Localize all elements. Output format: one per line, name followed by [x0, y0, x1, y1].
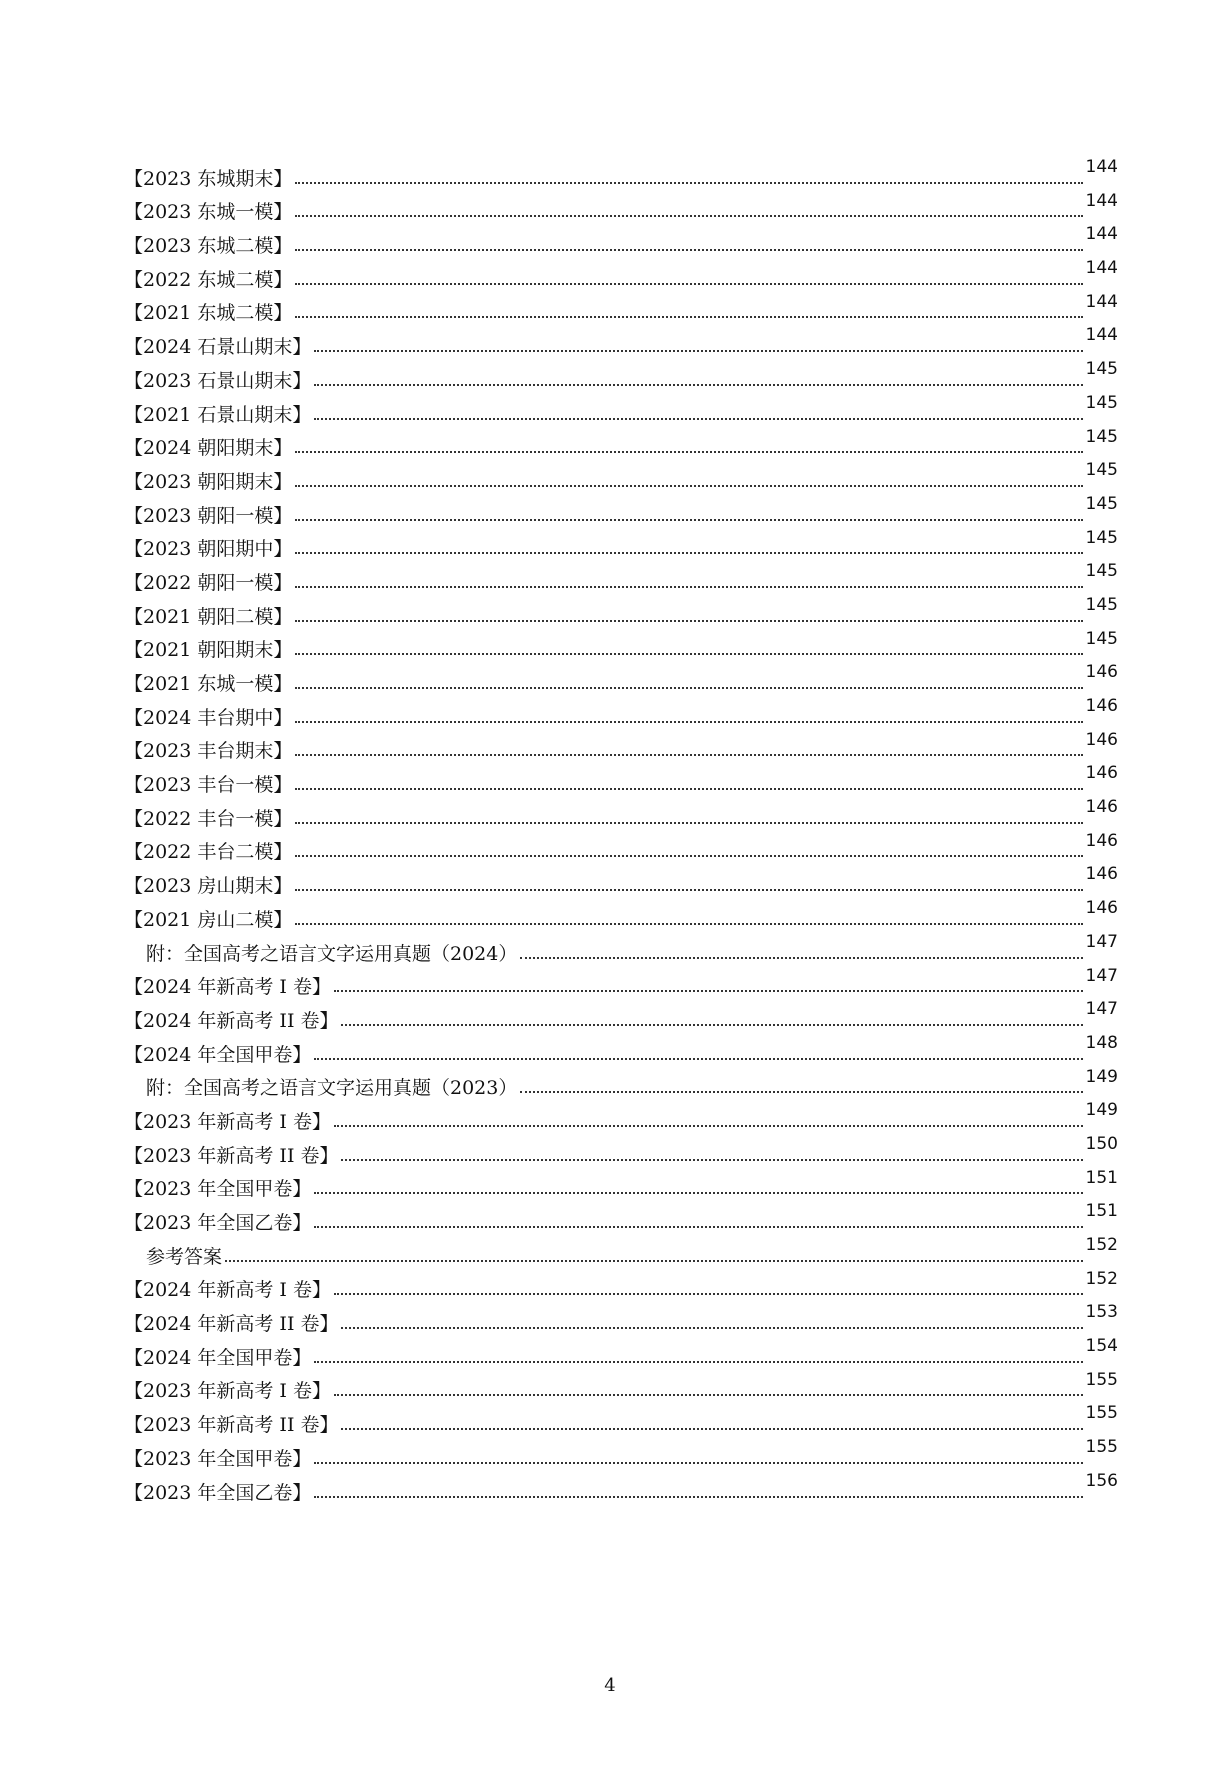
toc-entry-page-number: 155 — [1085, 1437, 1118, 1458]
toc-entry-page-number: 146 — [1085, 864, 1118, 885]
dot-leader — [341, 1327, 1082, 1329]
toc-entry-title: 【2024 石景山期末】 — [124, 336, 312, 359]
toc-entry-title: 【2021 东城二模】 — [124, 302, 293, 325]
dot-leader — [295, 653, 1082, 655]
dot-leader — [295, 923, 1082, 925]
toc-entry-page-number: 153 — [1085, 1302, 1118, 1323]
dot-leader — [295, 754, 1082, 756]
dot-leader — [295, 620, 1082, 622]
toc-entry[interactable] — [124, 1201, 1118, 1235]
toc-entry-page-number: 146 — [1085, 763, 1118, 784]
dot-leader — [334, 1394, 1083, 1396]
toc-entry[interactable] — [124, 662, 1118, 696]
toc-entry-page-number: 144 — [1085, 258, 1118, 279]
toc-entry-title: 【2023 丰台一模】 — [124, 774, 293, 797]
dot-leader — [314, 1226, 1082, 1228]
toc-entry-title: 【2024 年新高考 I 卷】 — [124, 1279, 331, 1302]
toc-entry[interactable] — [124, 1370, 1118, 1404]
dot-leader — [295, 485, 1082, 487]
toc-entry-title: 【2021 石景山期末】 — [124, 403, 312, 426]
toc-entry-page-number: 146 — [1085, 898, 1118, 919]
toc-entry-title: 【2023 东城一模】 — [124, 201, 293, 224]
toc-entry-title: 【2021 朝阳二模】 — [124, 605, 293, 628]
toc-entry-page-number: 152 — [1085, 1268, 1118, 1289]
toc-entry-title: 【2024 年新高考 I 卷】 — [124, 976, 331, 999]
toc-entry-page-number: 145 — [1085, 527, 1118, 548]
dot-leader — [314, 1058, 1082, 1060]
dot-leader — [314, 1361, 1082, 1363]
toc-entry-title: 【2023 东城期末】 — [124, 167, 293, 190]
toc-entry-title: 【2024 丰台期中】 — [124, 706, 293, 729]
dot-leader — [295, 182, 1082, 184]
dot-leader — [334, 990, 1083, 992]
toc-entry-page-number: 149 — [1085, 1066, 1118, 1087]
dot-leader — [295, 822, 1082, 824]
toc-entry-title: 【2022 丰台一模】 — [124, 807, 293, 830]
dot-leader — [295, 687, 1082, 689]
toc-entry-title: 【2023 年全国乙卷】 — [124, 1212, 312, 1234]
toc-entry[interactable] — [124, 966, 1118, 1000]
toc-entry[interactable] — [124, 932, 1118, 966]
toc-entry[interactable] — [124, 1168, 1118, 1202]
toc-entry-title: 【2024 年全国甲卷】 — [124, 1346, 312, 1369]
dot-leader — [295, 451, 1082, 453]
toc-entry[interactable] — [124, 561, 1118, 595]
toc-entry-title: 【2021 房山二模】 — [124, 908, 293, 931]
dot-leader — [520, 957, 1082, 959]
dot-leader — [341, 1428, 1082, 1430]
dot-leader — [341, 1159, 1082, 1161]
toc-entry[interactable] — [124, 898, 1118, 932]
dot-leader — [295, 788, 1082, 790]
toc-entry[interactable] — [124, 292, 1118, 326]
toc-entry-title: 【2023 石景山期末】 — [124, 369, 312, 392]
toc-entry[interactable] — [124, 325, 1118, 359]
toc-entry-page-number: 145 — [1085, 493, 1118, 514]
toc-entry-page-number: 145 — [1085, 460, 1118, 481]
dot-leader — [295, 249, 1082, 251]
toc-entry[interactable] — [124, 797, 1118, 831]
toc-entry[interactable] — [124, 1437, 1118, 1471]
dot-leader — [295, 855, 1082, 857]
toc-entry-title: 【2022 东城二模】 — [124, 268, 293, 291]
toc-entry-title: 【2024 年全国甲卷】 — [124, 1043, 312, 1066]
toc-entry[interactable] — [124, 494, 1118, 528]
toc-entry-title: 【2023 房山期末】 — [124, 875, 293, 898]
toc-entry-title: 参考答案 — [146, 1245, 223, 1268]
toc-entry[interactable] — [124, 157, 1118, 191]
toc-entry[interactable] — [124, 696, 1118, 730]
toc-entry-page-number: 154 — [1085, 1336, 1118, 1357]
toc-entry-page-number: 144 — [1085, 190, 1118, 211]
toc-entry[interactable] — [124, 393, 1118, 427]
dot-leader — [295, 316, 1082, 318]
page-number: 4 — [604, 1675, 616, 1696]
toc-entry-title: 【2023 年新高考 II 卷】 — [124, 1414, 339, 1437]
toc-entry[interactable] — [124, 258, 1118, 292]
toc-entry-page-number: 146 — [1085, 696, 1118, 716]
toc-entry[interactable] — [124, 1033, 1118, 1067]
toc-entry[interactable] — [124, 1235, 1118, 1269]
toc-entry-title: 【2024 年新高考 II 卷】 — [124, 1009, 339, 1032]
toc-entry[interactable] — [124, 1100, 1118, 1134]
toc-entry[interactable] — [124, 1336, 1118, 1370]
toc-entry[interactable] — [124, 1471, 1118, 1505]
toc-entry-title: 附：全国高考之语言文字运用真题（2024） — [146, 942, 518, 965]
toc-entry-page-number: 145 — [1085, 561, 1118, 582]
toc-entry[interactable] — [124, 359, 1118, 393]
toc-entry[interactable] — [124, 1269, 1118, 1303]
dot-leader — [334, 1293, 1083, 1295]
toc-entry-page-number: 152 — [1085, 1235, 1118, 1255]
toc-entry[interactable] — [124, 1134, 1118, 1168]
toc-entry-page-number: 144 — [1085, 157, 1118, 177]
toc-entry-page-number: 144 — [1085, 291, 1118, 312]
toc-entry[interactable] — [124, 999, 1118, 1033]
toc-entry-page-number: 145 — [1085, 392, 1118, 413]
dot-leader — [314, 1496, 1082, 1498]
toc-entry-title: 【2023 年全国乙卷】 — [124, 1481, 312, 1504]
toc-entry-page-number: 146 — [1085, 729, 1118, 750]
toc-entry[interactable] — [124, 864, 1118, 898]
dot-leader — [295, 721, 1082, 723]
table-of-contents — [124, 157, 1118, 1505]
toc-entry[interactable] — [124, 224, 1118, 258]
toc-entry-title: 【2023 年全国甲卷】 — [124, 1447, 312, 1470]
toc-entry[interactable] — [124, 191, 1118, 225]
toc-entry-page-number: 147 — [1085, 965, 1118, 986]
toc-entry-page-number: 146 — [1085, 662, 1118, 683]
dot-leader — [314, 1462, 1082, 1464]
toc-entry-title: 【2023 年新高考 I 卷】 — [124, 1380, 331, 1403]
toc-entry-page-number: 144 — [1085, 325, 1118, 346]
dot-leader — [295, 519, 1082, 521]
toc-entry-page-number: 148 — [1085, 1032, 1118, 1053]
toc-entry-page-number: 147 — [1085, 999, 1118, 1020]
toc-entry-page-number: 149 — [1085, 1100, 1118, 1121]
toc-entry-title: 【2023 朝阳期末】 — [124, 470, 293, 493]
toc-entry[interactable] — [124, 460, 1118, 494]
toc-entry[interactable] — [124, 528, 1118, 562]
toc-entry-title: 【2021 朝阳期末】 — [124, 639, 293, 662]
toc-entry-title: 附：全国高考之语言文字运用真题（2023） — [146, 1077, 518, 1100]
toc-entry-page-number: 145 — [1085, 594, 1118, 615]
dot-leader — [334, 1125, 1083, 1127]
toc-entry[interactable] — [124, 629, 1118, 663]
toc-entry[interactable] — [124, 1302, 1118, 1336]
toc-entry-title: 【2023 年新高考 II 卷】 — [124, 1144, 339, 1167]
toc-entry[interactable] — [124, 831, 1118, 865]
toc-entry-page-number: 147 — [1085, 931, 1118, 952]
toc-entry-page-number: 155 — [1085, 1403, 1118, 1424]
dot-leader — [314, 418, 1082, 420]
toc-entry-page-number: 155 — [1085, 1369, 1118, 1390]
dot-leader — [341, 1024, 1082, 1026]
dot-leader — [295, 552, 1082, 554]
toc-entry-page-number: 156 — [1085, 1470, 1118, 1491]
toc-entry[interactable] — [124, 427, 1118, 461]
toc-entry[interactable] — [124, 763, 1118, 797]
toc-entry-page-number: 145 — [1085, 426, 1118, 447]
dot-leader — [225, 1260, 1083, 1262]
dot-leader — [314, 350, 1082, 352]
dot-leader — [295, 889, 1082, 891]
toc-entry-page-number: 145 — [1085, 359, 1118, 380]
toc-entry-title: 【2023 东城二模】 — [124, 235, 293, 258]
dot-leader — [314, 1192, 1082, 1194]
dot-leader — [314, 384, 1082, 386]
toc-entry-title: 【2023 朝阳期中】 — [124, 538, 293, 561]
dot-leader — [295, 283, 1082, 285]
toc-entry-title: 【2024 年新高考 II 卷】 — [124, 1313, 339, 1336]
toc-entry[interactable] — [124, 1067, 1118, 1101]
toc-entry-title: 【2024 朝阳期末】 — [124, 437, 293, 460]
toc-entry-title: 【2022 朝阳一模】 — [124, 571, 293, 594]
toc-entry[interactable] — [124, 595, 1118, 629]
toc-entry-page-number: 146 — [1085, 797, 1118, 818]
toc-entry-title: 【2021 东城一模】 — [124, 673, 293, 695]
dot-leader — [520, 1091, 1082, 1093]
toc-entry-page-number: 146 — [1085, 830, 1118, 851]
toc-entry-page-number: 144 — [1085, 224, 1118, 245]
dot-leader — [295, 215, 1082, 217]
toc-entry-title: 【2023 年全国甲卷】 — [124, 1178, 312, 1201]
toc-entry-title: 【2023 丰台期末】 — [124, 740, 293, 763]
toc-entry[interactable] — [124, 730, 1118, 764]
toc-entry-page-number: 151 — [1085, 1201, 1118, 1222]
toc-entry-page-number: 151 — [1085, 1167, 1118, 1188]
toc-entry-title: 【2022 丰台二模】 — [124, 841, 293, 864]
toc-entry-page-number: 145 — [1085, 628, 1118, 649]
dot-leader — [295, 586, 1082, 588]
toc-entry-page-number: 150 — [1085, 1133, 1118, 1154]
toc-entry[interactable] — [124, 1403, 1118, 1437]
toc-entry-title: 【2023 年新高考 I 卷】 — [124, 1110, 331, 1133]
toc-entry-title: 【2023 朝阳一模】 — [124, 504, 293, 527]
